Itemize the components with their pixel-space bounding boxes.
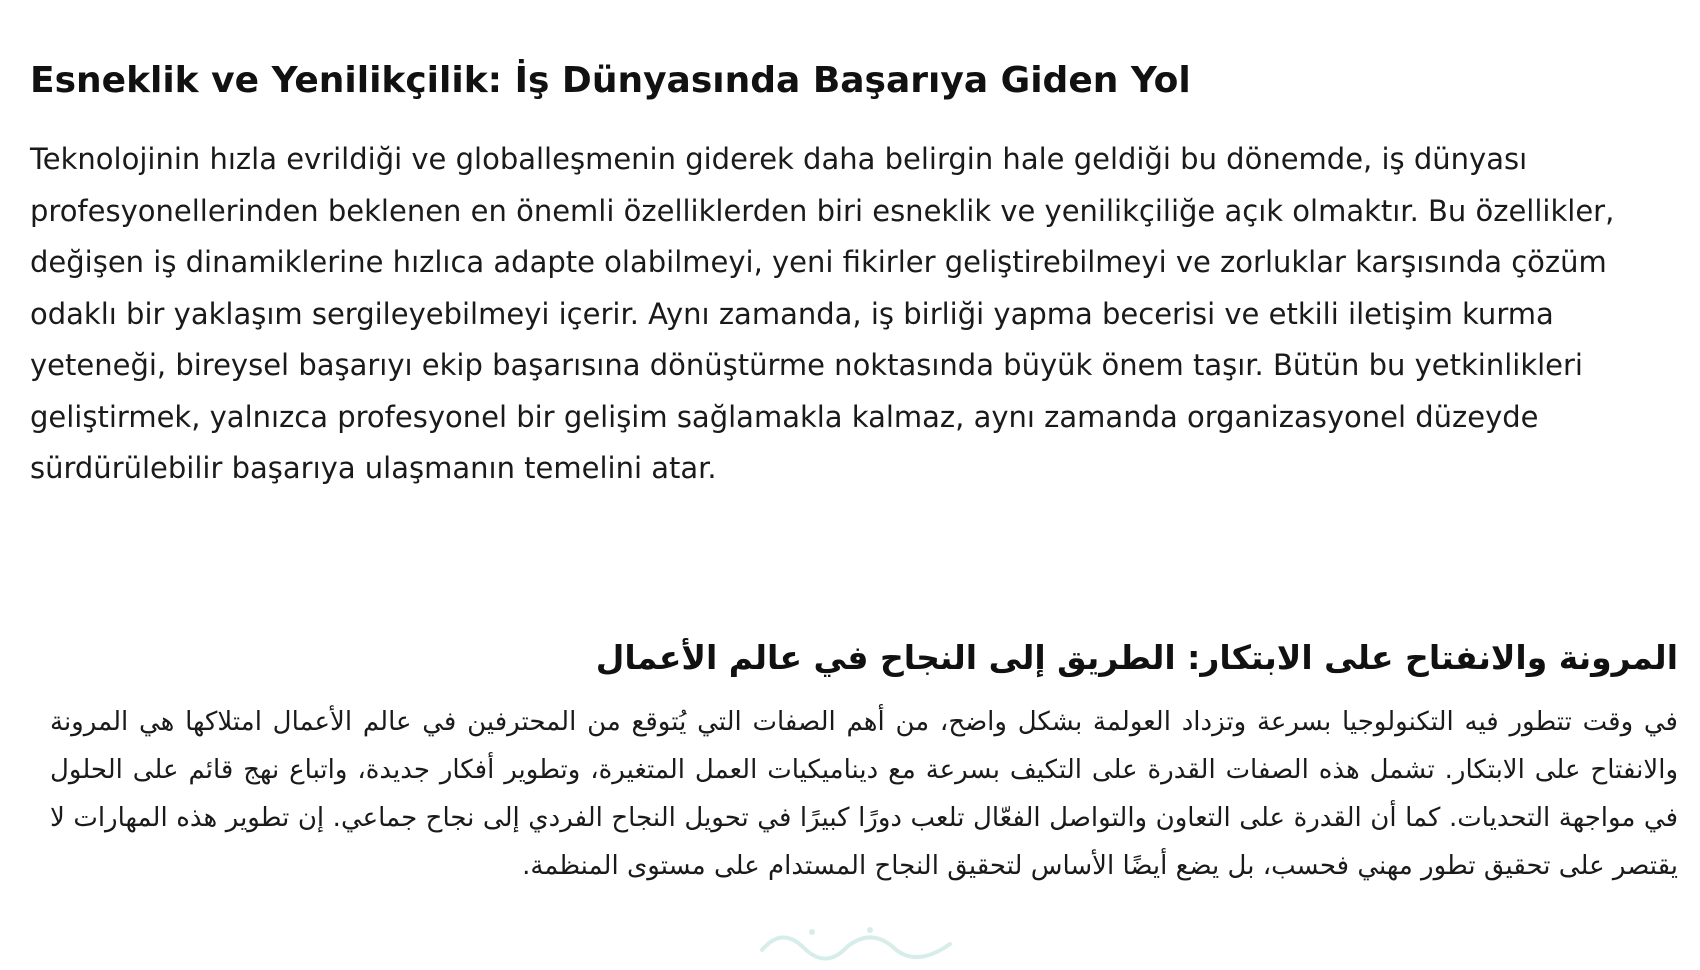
watermark-logo-icon	[752, 920, 962, 964]
arabic-paragraph: في وقت تتطور فيه التكنولوجيا بسرعة وتزداد العولمة بشكل واضح، من أهم الصفات التي يُتوقع من المحترفين في عالم الأعمال امتلاكها هي المرونة والانفتاح على الابتكار. تشمل هذه الصفات القدرة على التكيف بسرعة مع ديناميكيات العمل المتغيرة، وتطوير أفكار جديدة، واتباع نهج قائم على الحلول في مواجهة التحديات. كما أن القدرة على التعاون والتواصل الفعّال تلعب دورًا كبيرًا في تحويل النجاح الفردي إلى نجاح جماعي. إن تطوير هذه المهارات لا يقتصر على تحقيق تطور مهني فحسب، بل يضع أيضًا الأساس لتحقيق النجاح المستدام على مستوى المنظمة.	[50, 707, 1678, 881]
turkish-section	[30, 56, 1670, 495]
turkish-title: Esneklik ve Yenilikçilik: İş Dünyasında Başarıya Giden Yol	[30, 60, 1191, 101]
arabic-section	[50, 632, 1678, 890]
arabic-title: المرونة والانفتاح على الابتكار: الطريق إلى النجاح في عالم الأعمال	[595, 638, 1678, 677]
turkish-paragraph: Teknolojinin hızla evrildiği ve globalleşmenin giderek daha belirgin hale geldiği bu dönemde, iş dünyası profesyonellerinden beklenen en önemli özelliklerden biri esneklik ve yenilikçiliğe açık olmaktır. Bu özellikler, değişen iş dinamiklerine hızlıca adapte olabilmeyi, yeni fikirler geliştirebilmeyi ve zorluklar karşısında çözüm odaklı bir yaklaşım sergileyebilmeyi içerir. Aynı zamanda, iş birliği yapma becerisi ve etkili iletişim kurma yeteneği, bireysel başarıyı ekip başarısına dönüştürme noktasında büyük önem taşır. Bütün bu yetkinlikleri geliştirmek, yalnızca profesyonel bir gelişim sağlamakla kalmaz, aynı zamanda organizasyonel düzeyde sürdürülebilir başarıya ulaşmanın temelini atar.	[30, 142, 1615, 485]
